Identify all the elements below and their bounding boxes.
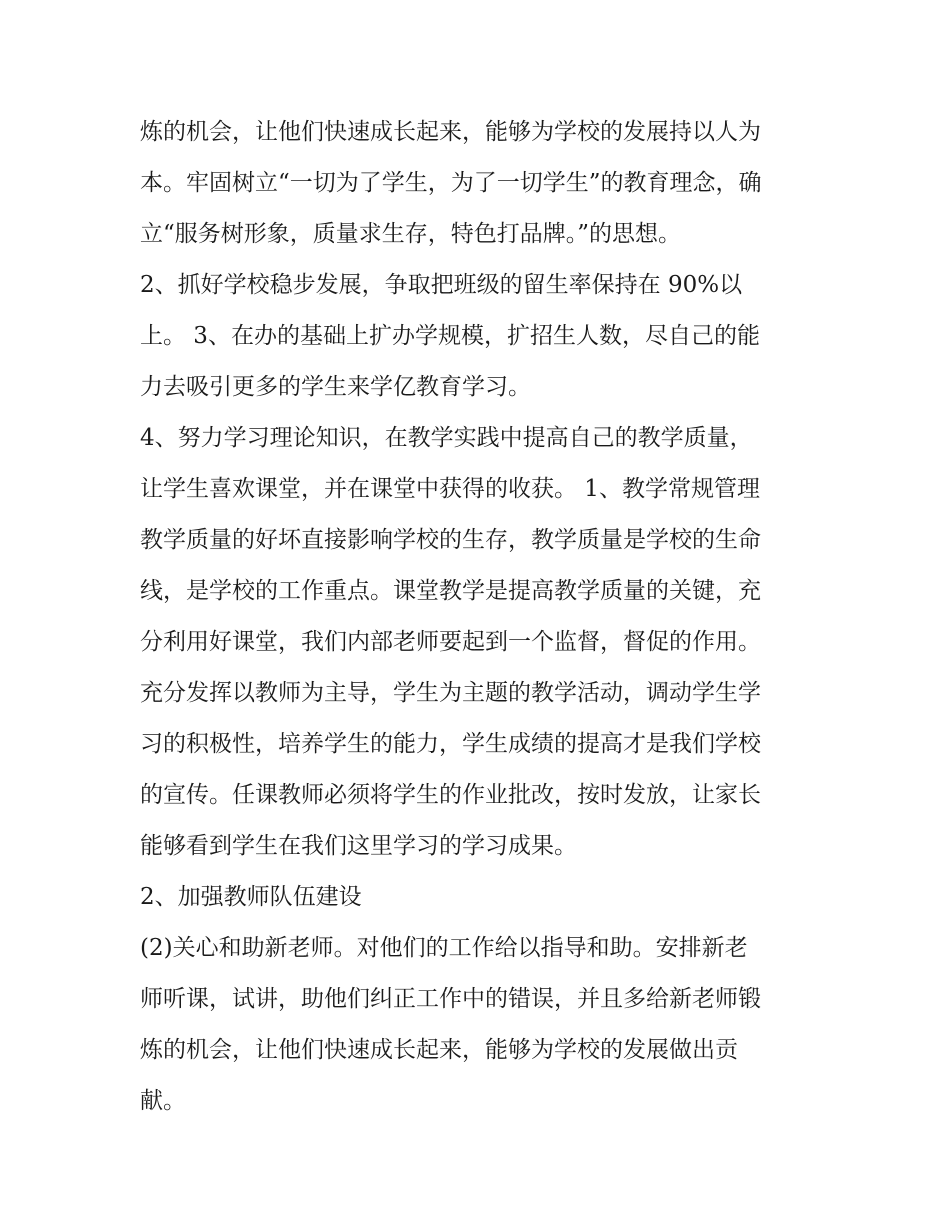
body-text [140, 107, 830, 1127]
text-line: 2、加强教师队伍建设 [140, 884, 362, 910]
text-line: 分利用好课堂，我们内部老师要起到一个监督，督促的作用。 [140, 629, 761, 655]
text-line: 的宣传。任课教师必须将学生的作业批改，按时发放，让家长 [140, 782, 761, 808]
text-line: 立“服务树形象，质量求生存，特色打品牌。”的思想。 [140, 221, 682, 247]
text-line: 充分发挥以教师为主导，学生为主题的教学活动，调动学生学 [140, 680, 761, 706]
text-line: 献。 [140, 1088, 186, 1114]
text-line: (2)关心和助新老师。对他们的工作给以指导和助。安排新老 [140, 935, 748, 961]
text-line: 线，是学校的工作重点。课堂教学是提高教学质量的关键，充 [140, 578, 761, 604]
text-line: 本。牢固树立“一切为了学生，为了一切学生”的教育理念，确 [140, 170, 762, 196]
text-line: 师听课，试讲，助他们纠正工作中的错误，并且多给新老师锻 [140, 986, 761, 1012]
text-line: 炼的机会，让他们快速成长起来，能够为学校的发展持以人为 [140, 119, 761, 145]
text-line: 力去吸引更多的学生来学亿教育学习。 [140, 374, 531, 400]
text-line: 教学质量的好坏直接影响学校的生存，教学质量是学校的生命 [140, 527, 761, 553]
text-line: 能够看到学生在我们这里学习的学习成果。 [140, 833, 577, 859]
text-line: 2、抓好学校稳步发展，争取把班级的留生率保持在 90%以 [140, 272, 743, 298]
text-line: 4、努力学习理论知识，在教学实践中提高自己的教学质量， [140, 425, 753, 451]
text-line: 炼的机会，让他们快速成长起来，能够为学校的发展做出贡 [140, 1037, 738, 1063]
text-line: 上。 3、在办的基础上扩办学规模，扩招生人数，尽自己的能 [140, 323, 760, 349]
text-line: 习的积极性，培养学生的能力，学生成绩的提高才是我们学校 [140, 731, 761, 757]
text-line: 让学生喜欢课堂，并在课堂中获得的收获。 1、教学常规管理 [140, 476, 760, 502]
